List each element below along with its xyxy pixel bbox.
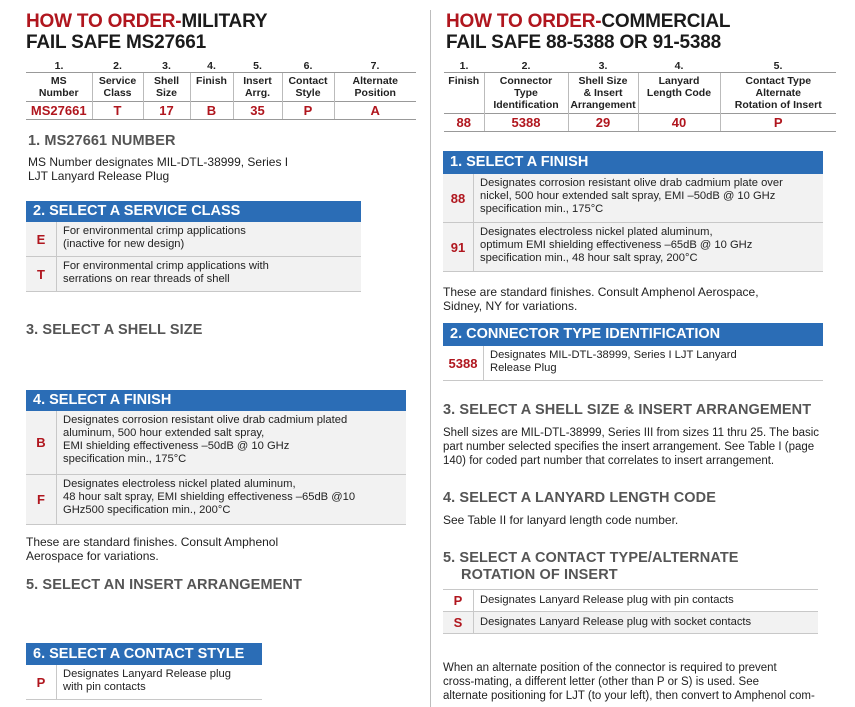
ms-number-description: MS Number designates MIL-DTL-38999, Series I LJT Lanyard Release Plug bbox=[28, 155, 289, 183]
option-code: 5388 bbox=[443, 346, 484, 380]
table-value: 35 bbox=[233, 102, 282, 120]
option-row bbox=[443, 174, 823, 223]
column-header: Service Class bbox=[92, 73, 143, 102]
column-header: Alternate Position bbox=[334, 73, 416, 102]
column-number: 5. bbox=[773, 59, 783, 72]
column-header: Insert Arrg. bbox=[233, 73, 282, 102]
option-description: Designates corrosion resistant olive drab cadmium plated aluminum, 500 hour extended salt spray, EMI shielding effectiveness –50dB @ 10 GHz specification min., 175°C bbox=[63, 414, 348, 465]
commercial-part-number-table bbox=[444, 59, 836, 132]
table-value: 40 bbox=[638, 114, 720, 132]
section-title-contact-type: 5. SELECT A CONTACT TYPE/ALTERNATE ROTATION OF INSERT bbox=[443, 550, 739, 583]
section-bar-finish: 4. SELECT A FINISH bbox=[26, 390, 406, 411]
table-value: MS27661 bbox=[26, 102, 92, 120]
option-description: Designates electroless nickel plated aluminum, optimum EMI shielding effectiveness –65dB @ 10 GHz specification min., 48 hour salt spray, 200°C bbox=[480, 226, 753, 264]
column-number: 3. bbox=[162, 59, 171, 72]
column-number: 7. bbox=[370, 59, 380, 72]
option-row bbox=[443, 223, 823, 272]
column-header: MS Number bbox=[26, 73, 92, 102]
option-description: Designates Lanyard Release plug with socket contacts bbox=[480, 616, 752, 628]
column-number: 6. bbox=[303, 59, 313, 72]
section-bar-service-class: 2. SELECT A SERVICE CLASS bbox=[26, 201, 361, 222]
option-code: S bbox=[443, 612, 474, 633]
table-value: B bbox=[190, 102, 233, 120]
contact-style-section bbox=[26, 643, 262, 700]
option-description: Designates Lanyard Release plug with pin contacts bbox=[480, 594, 734, 606]
option-description: Designates corrosion resistant olive drab cadmium plate over nickel, 500 hour extended salt spray, EMI –50dB @ 10 GHz specification min., 175°C bbox=[480, 177, 783, 215]
option-row bbox=[26, 665, 262, 700]
option-description: Designates MIL-DTL-38999, Series I LJT Lanyard Release Plug bbox=[490, 349, 737, 374]
finish-note: These are standard finishes. Consult Amphenol Aerospace for variations. bbox=[26, 535, 279, 563]
column-header: Contact Type Alternate Rotation of Insert bbox=[720, 73, 836, 114]
column-number: 1. bbox=[54, 59, 64, 72]
option-code: P bbox=[26, 665, 57, 699]
table-value: T bbox=[92, 102, 143, 120]
table-value: 88 bbox=[444, 114, 484, 132]
column-number: 1. bbox=[459, 59, 469, 72]
option-description: Designates electroless nickel plated aluminum, 48 hour salt spray, EMI shielding effectiveness –65dB @10 GHz500 specification min., 200°C bbox=[63, 478, 356, 516]
option-description: Designates Lanyard Release plug with pin contacts bbox=[63, 668, 231, 693]
option-row bbox=[443, 590, 818, 612]
column-number: 2. bbox=[113, 59, 122, 72]
military-part-number-table bbox=[26, 59, 416, 120]
column-number: 2. bbox=[521, 59, 531, 72]
table-value: 17 bbox=[143, 102, 190, 120]
table-value: P bbox=[720, 114, 836, 132]
table-value: 5388 bbox=[484, 114, 568, 132]
column-header: Lanyard Length Code bbox=[638, 73, 720, 114]
column-header: Shell Size bbox=[143, 73, 190, 102]
option-row bbox=[26, 475, 406, 525]
column-header: Contact Style bbox=[282, 73, 334, 102]
table-value: 29 bbox=[568, 114, 638, 132]
shell-insert-description: Shell sizes are MIL-DTL-38999, Series III from sizes 11 thru 25. The basic part number selected specifies the insert arrangement. See Table I (page 140) for coded part number that correlates to insert arrangement. bbox=[443, 427, 820, 467]
column-number: 4. bbox=[207, 59, 216, 72]
option-row bbox=[26, 411, 406, 475]
option-description: For environmental crimp applications with serrations on rear threads of shell bbox=[63, 260, 269, 285]
section-bar-connector-type: 2. CONNECTOR TYPE IDENTIFICATION bbox=[443, 323, 823, 346]
option-code: B bbox=[26, 411, 57, 474]
commercial-finish-note: These are standard finishes. Consult Amphenol Aerospace, Sidney, NY for variations. bbox=[443, 285, 759, 313]
option-row bbox=[443, 612, 818, 634]
option-description: For environmental crimp applications (inactive for new design) bbox=[63, 225, 246, 250]
column-divider bbox=[430, 10, 431, 707]
option-code: 88 bbox=[443, 174, 474, 222]
option-row bbox=[26, 222, 361, 257]
column-header: Shell Size & Insert Arrangement bbox=[568, 73, 638, 114]
commercial-title: HOW TO ORDER-COMMERCIAL FAIL SAFE 88-5388 OR 91-5388 bbox=[446, 11, 731, 53]
column-header: Connector Type Identification bbox=[484, 73, 568, 114]
section-title-ms-number: 1. MS27661 NUMBER bbox=[28, 133, 176, 149]
section-title-shell-size: 3. SELECT A SHELL SIZE bbox=[26, 322, 203, 338]
table-value: A bbox=[334, 102, 416, 120]
finish-section bbox=[26, 390, 406, 525]
option-code: F bbox=[26, 475, 57, 524]
column-header: Finish bbox=[190, 73, 233, 102]
option-code: 91 bbox=[443, 223, 474, 271]
military-title: HOW TO ORDER-MILITARY FAIL SAFE MS27661 bbox=[26, 11, 268, 53]
option-code: T bbox=[26, 257, 57, 291]
connector-type-section bbox=[443, 323, 823, 381]
column-number: 3. bbox=[598, 59, 608, 72]
option-code: P bbox=[443, 590, 474, 611]
lanyard-length-description: See Table II for lanyard length code number. bbox=[443, 513, 679, 527]
alternate-position-description: When an alternate position of the connector is required to prevent cross-mating, a different letter (other than P or S) is used. See alternate positioning for LJT (to your left), then convert to Amphenol com- bbox=[443, 662, 815, 702]
commercial-finish-section bbox=[443, 151, 823, 272]
section-bar-finish: 1. SELECT A FINISH bbox=[443, 151, 823, 174]
table-value: P bbox=[282, 102, 334, 120]
option-code: E bbox=[26, 222, 57, 256]
column-number: 5. bbox=[253, 59, 262, 72]
column-number: 4. bbox=[674, 59, 684, 72]
option-row bbox=[443, 346, 823, 381]
section-title-insert-arrangement: 5. SELECT AN INSERT ARRANGEMENT bbox=[26, 577, 302, 593]
section-title-lanyard-length: 4. SELECT A LANYARD LENGTH CODE bbox=[443, 490, 716, 506]
contact-type-options bbox=[443, 589, 818, 634]
section-title-shell-insert: 3. SELECT A SHELL SIZE & INSERT ARRANGEMENT bbox=[443, 402, 812, 418]
section-bar-contact-style: 6. SELECT A CONTACT STYLE bbox=[26, 643, 262, 665]
option-row bbox=[26, 257, 361, 292]
service-class-section bbox=[26, 201, 361, 292]
column-header: Finish bbox=[444, 73, 484, 114]
